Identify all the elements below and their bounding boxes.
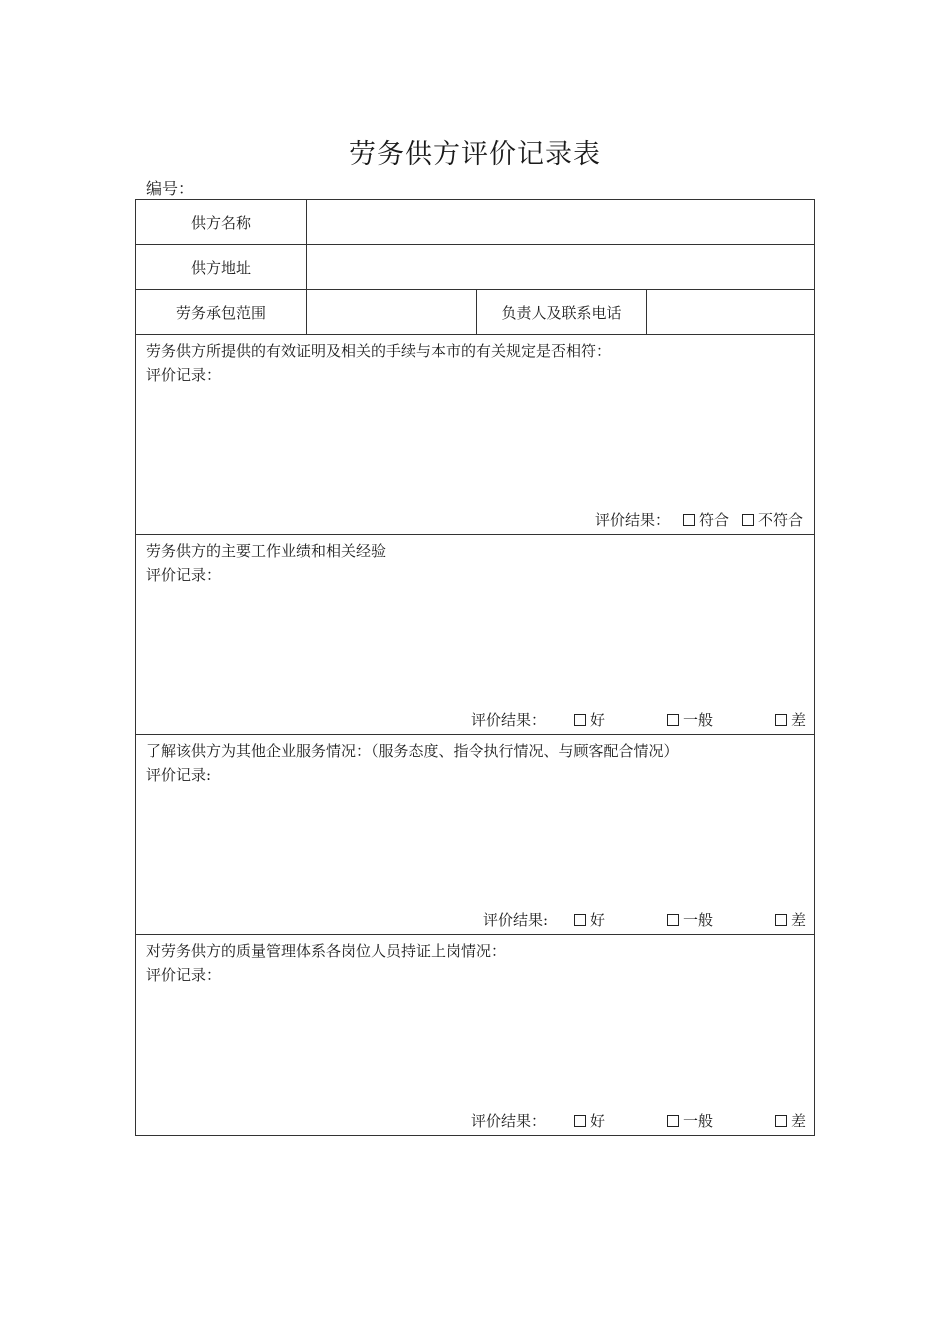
option-label: 差	[791, 911, 807, 929]
supplier-address-label: 供方地址	[190, 258, 251, 277]
evaluation-record-label: 评价记录:	[146, 766, 212, 784]
option-label: 符合	[699, 511, 730, 529]
evaluation-form	[135, 199, 815, 1136]
option-conform[interactable]	[683, 509, 729, 531]
scope-field[interactable]	[306, 290, 476, 334]
option-average[interactable]	[667, 909, 713, 931]
option-label: 差	[791, 711, 807, 729]
serial-number-label: 编号：	[146, 179, 195, 198]
checkbox-icon[interactable]	[775, 1115, 787, 1127]
option-poor[interactable]	[775, 909, 806, 931]
supplier-name-label: 供方名称	[190, 213, 251, 232]
option-poor[interactable]	[775, 1110, 806, 1132]
option-label: 好	[590, 911, 606, 929]
option-label: 差	[791, 1112, 807, 1130]
section-certificates	[136, 335, 814, 535]
checkbox-icon[interactable]	[667, 914, 679, 926]
evaluation-record-label: 评价记录：	[146, 566, 222, 584]
option-nonconform[interactable]	[742, 509, 803, 531]
section-question: 对劳务供方的质量管理体系各岗位人员持证上岗情况：	[146, 942, 507, 960]
checkbox-icon[interactable]	[742, 514, 754, 526]
section-question: 了解该供方为其他企业服务情况：（服务态度、指令执行情况、与顾客配合情况）	[146, 742, 679, 760]
section-service	[136, 735, 814, 935]
option-label: 一般	[683, 711, 714, 729]
supplier-name-row	[136, 200, 814, 245]
option-label: 好	[590, 1112, 606, 1130]
checkbox-icon[interactable]	[683, 514, 695, 526]
section-performance	[136, 535, 814, 735]
form-title: 劳务供方评价记录表	[349, 139, 601, 170]
supplier-name-field[interactable]	[306, 200, 814, 244]
evaluation-record-label: 评价记录：	[146, 366, 222, 384]
option-poor[interactable]	[775, 709, 806, 731]
checkbox-icon[interactable]	[574, 914, 586, 926]
checkbox-icon[interactable]	[574, 1115, 586, 1127]
evaluation-result-label: 评价结果：	[595, 511, 671, 529]
option-good[interactable]	[574, 709, 605, 731]
contact-label: 负责人及联系电话	[476, 290, 646, 334]
evaluation-result-label: 评价结果：	[471, 1112, 547, 1130]
option-label: 一般	[683, 911, 714, 929]
contact-field[interactable]	[646, 290, 814, 334]
checkbox-icon[interactable]	[667, 714, 679, 726]
checkbox-icon[interactable]	[775, 714, 787, 726]
supplier-address-field[interactable]	[306, 245, 814, 289]
section-question: 劳务供方的主要工作业绩和相关经验	[146, 542, 387, 560]
checkbox-icon[interactable]	[775, 914, 787, 926]
scope-contact-row	[136, 290, 814, 335]
evaluation-result-label: 评价结果：	[471, 711, 547, 729]
evaluation-result-label: 评价结果:	[483, 911, 549, 929]
option-good[interactable]	[574, 909, 605, 931]
option-average[interactable]	[667, 709, 713, 731]
section-certification	[136, 935, 814, 1135]
option-good[interactable]	[574, 1110, 605, 1132]
evaluation-record-label: 评价记录：	[146, 966, 222, 984]
supplier-address-row	[136, 245, 814, 290]
option-label: 一般	[683, 1112, 714, 1130]
option-label: 好	[590, 711, 606, 729]
option-label: 不符合	[758, 511, 804, 529]
section-question: 劳务供方所提供的有效证明及相关的手续与本市的有关规定是否相符：	[146, 342, 612, 360]
checkbox-icon[interactable]	[574, 714, 586, 726]
option-average[interactable]	[667, 1110, 713, 1132]
scope-label: 劳务承包范围	[175, 303, 266, 322]
checkbox-icon[interactable]	[667, 1115, 679, 1127]
